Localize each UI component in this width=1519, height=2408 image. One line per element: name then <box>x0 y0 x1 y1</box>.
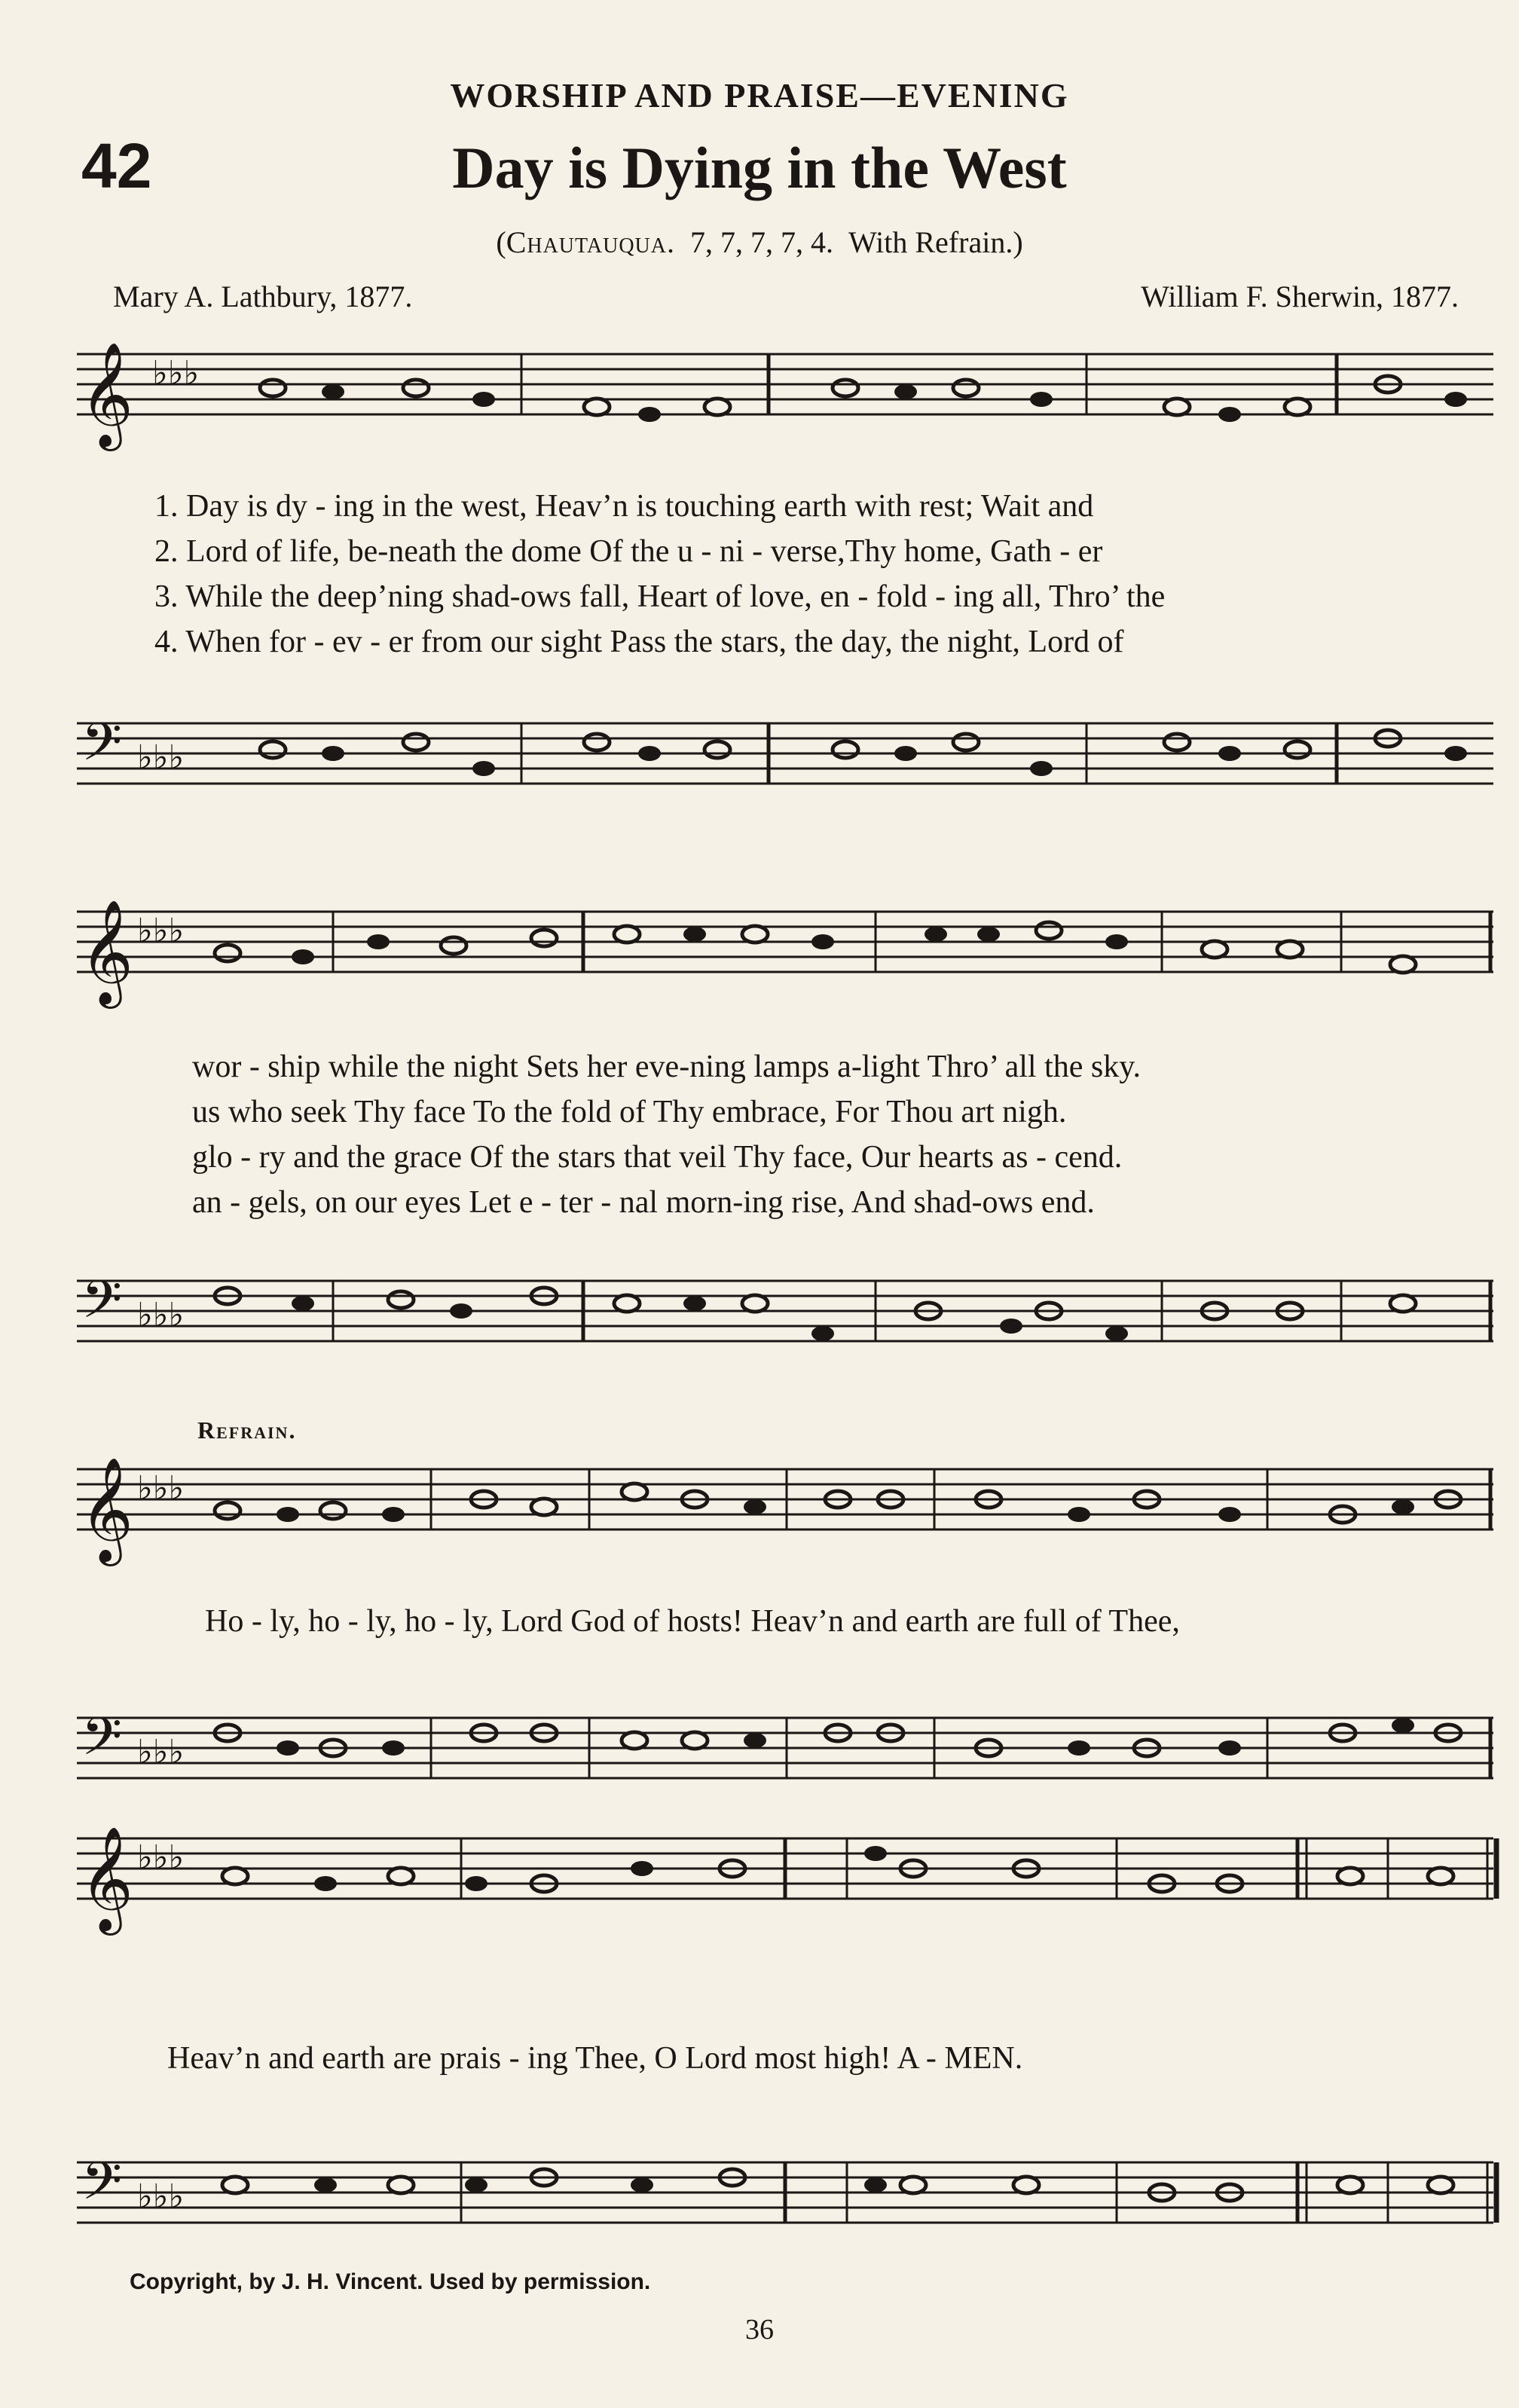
system-1-treble-staff <box>77 342 1493 451</box>
meter-note: With Refrain.) <box>848 225 1023 259</box>
verse-line-1: 1. Day is dy - ing in the west, Heav’n is touching earth with rest; Wait and <box>154 489 1094 524</box>
treble-clef-icon: 𝄞 <box>80 1457 133 1562</box>
hymn-number: 42 <box>81 130 152 201</box>
verse-line-2: 2. Lord of life, be-neath the dome Of the u - ni - verse,Thy home, Gath - er <box>154 534 1103 569</box>
flats-icon: ♭♭♭ <box>152 355 200 392</box>
refrain-line-1: Ho - ly, ho - ly, ho - ly, Lord God of hosts! Heav’n and earth are full of Thee, <box>205 1604 1180 1639</box>
flats-icon: ♭♭♭ <box>137 1839 185 1876</box>
flats-icon: ♭♭♭ <box>137 2178 185 2215</box>
flats-icon: ♭♭♭ <box>137 912 185 949</box>
verse-line-3: 3. While the deep’ning shad-ows fall, Heart of love, en - fold - ing all, Thro’ the <box>154 579 1166 614</box>
meter-numbers: 7, 7, 7, 7, 4. <box>690 225 833 259</box>
bass-clef-icon: 𝄢 <box>81 2150 123 2224</box>
meter-open-paren: ( <box>496 225 506 259</box>
system-2-bass-staff <box>77 1269 1493 1343</box>
tune-name: Chautauqua. <box>506 225 675 259</box>
verse-line-4: 4. When for - ev - er from our sight Pass the stars, the day, the night, Lord of <box>154 625 1124 659</box>
refrain-line-2: Heav’n and earth are prais - ing Thee, O Lord most high! A - MEN. <box>167 2041 1023 2076</box>
system-4-treble-staff <box>77 1826 1496 1936</box>
system-4-bass-staff <box>77 2150 1496 2224</box>
hymn-title: Day is Dying in the West <box>452 135 1067 200</box>
page-number: 36 <box>745 2314 774 2345</box>
verse-line-2-cont: us who seek Thy face To the fold of Thy embrace, For Thou art nigh. <box>192 1095 1067 1129</box>
flats-icon: ♭♭♭ <box>137 739 185 776</box>
flats-icon: ♭♭♭ <box>137 1470 185 1507</box>
treble-clef-icon: 𝄞 <box>80 342 133 447</box>
flats-icon: ♭♭♭ <box>137 1297 185 1334</box>
verse-line-3-cont: glo - ry and the grace Of the stars that veil Thy face, Our hearts as - cend. <box>192 1140 1123 1175</box>
system-3-treble-staff <box>77 1457 1493 1566</box>
section-header: WORSHIP AND PRAISE—EVENING <box>450 76 1069 115</box>
treble-clef-icon: 𝄞 <box>80 900 133 1004</box>
verse-line-1-cont: wor - ship while the night Sets her eve-ning lamps a-light Thro’ all the sky. <box>192 1050 1141 1084</box>
copyright-notice: Copyright, by J. H. Vincent. Used by permission. <box>130 2269 651 2294</box>
bass-clef-icon: 𝄢 <box>81 711 123 785</box>
bass-clef-icon: 𝄢 <box>81 1706 123 1780</box>
flats-icon: ♭♭♭ <box>137 1734 185 1771</box>
system-1-bass-staff <box>77 711 1493 785</box>
refrain-label: Refrain. <box>197 1416 297 1444</box>
composer-credit: William F. Sherwin, 1877. <box>1141 280 1459 313</box>
system-2-treble-staff <box>77 900 1493 1009</box>
system-3-bass-staff <box>77 1706 1493 1780</box>
bass-clef-icon: 𝄢 <box>81 1269 123 1343</box>
treble-clef-icon: 𝄞 <box>80 1826 133 1931</box>
lyricist-credit: Mary A. Lathbury, 1877. <box>113 280 413 313</box>
verse-line-4-cont: an - gels, on our eyes Let e - ter - nal morn-ing rise, And shad-ows end. <box>192 1185 1095 1220</box>
